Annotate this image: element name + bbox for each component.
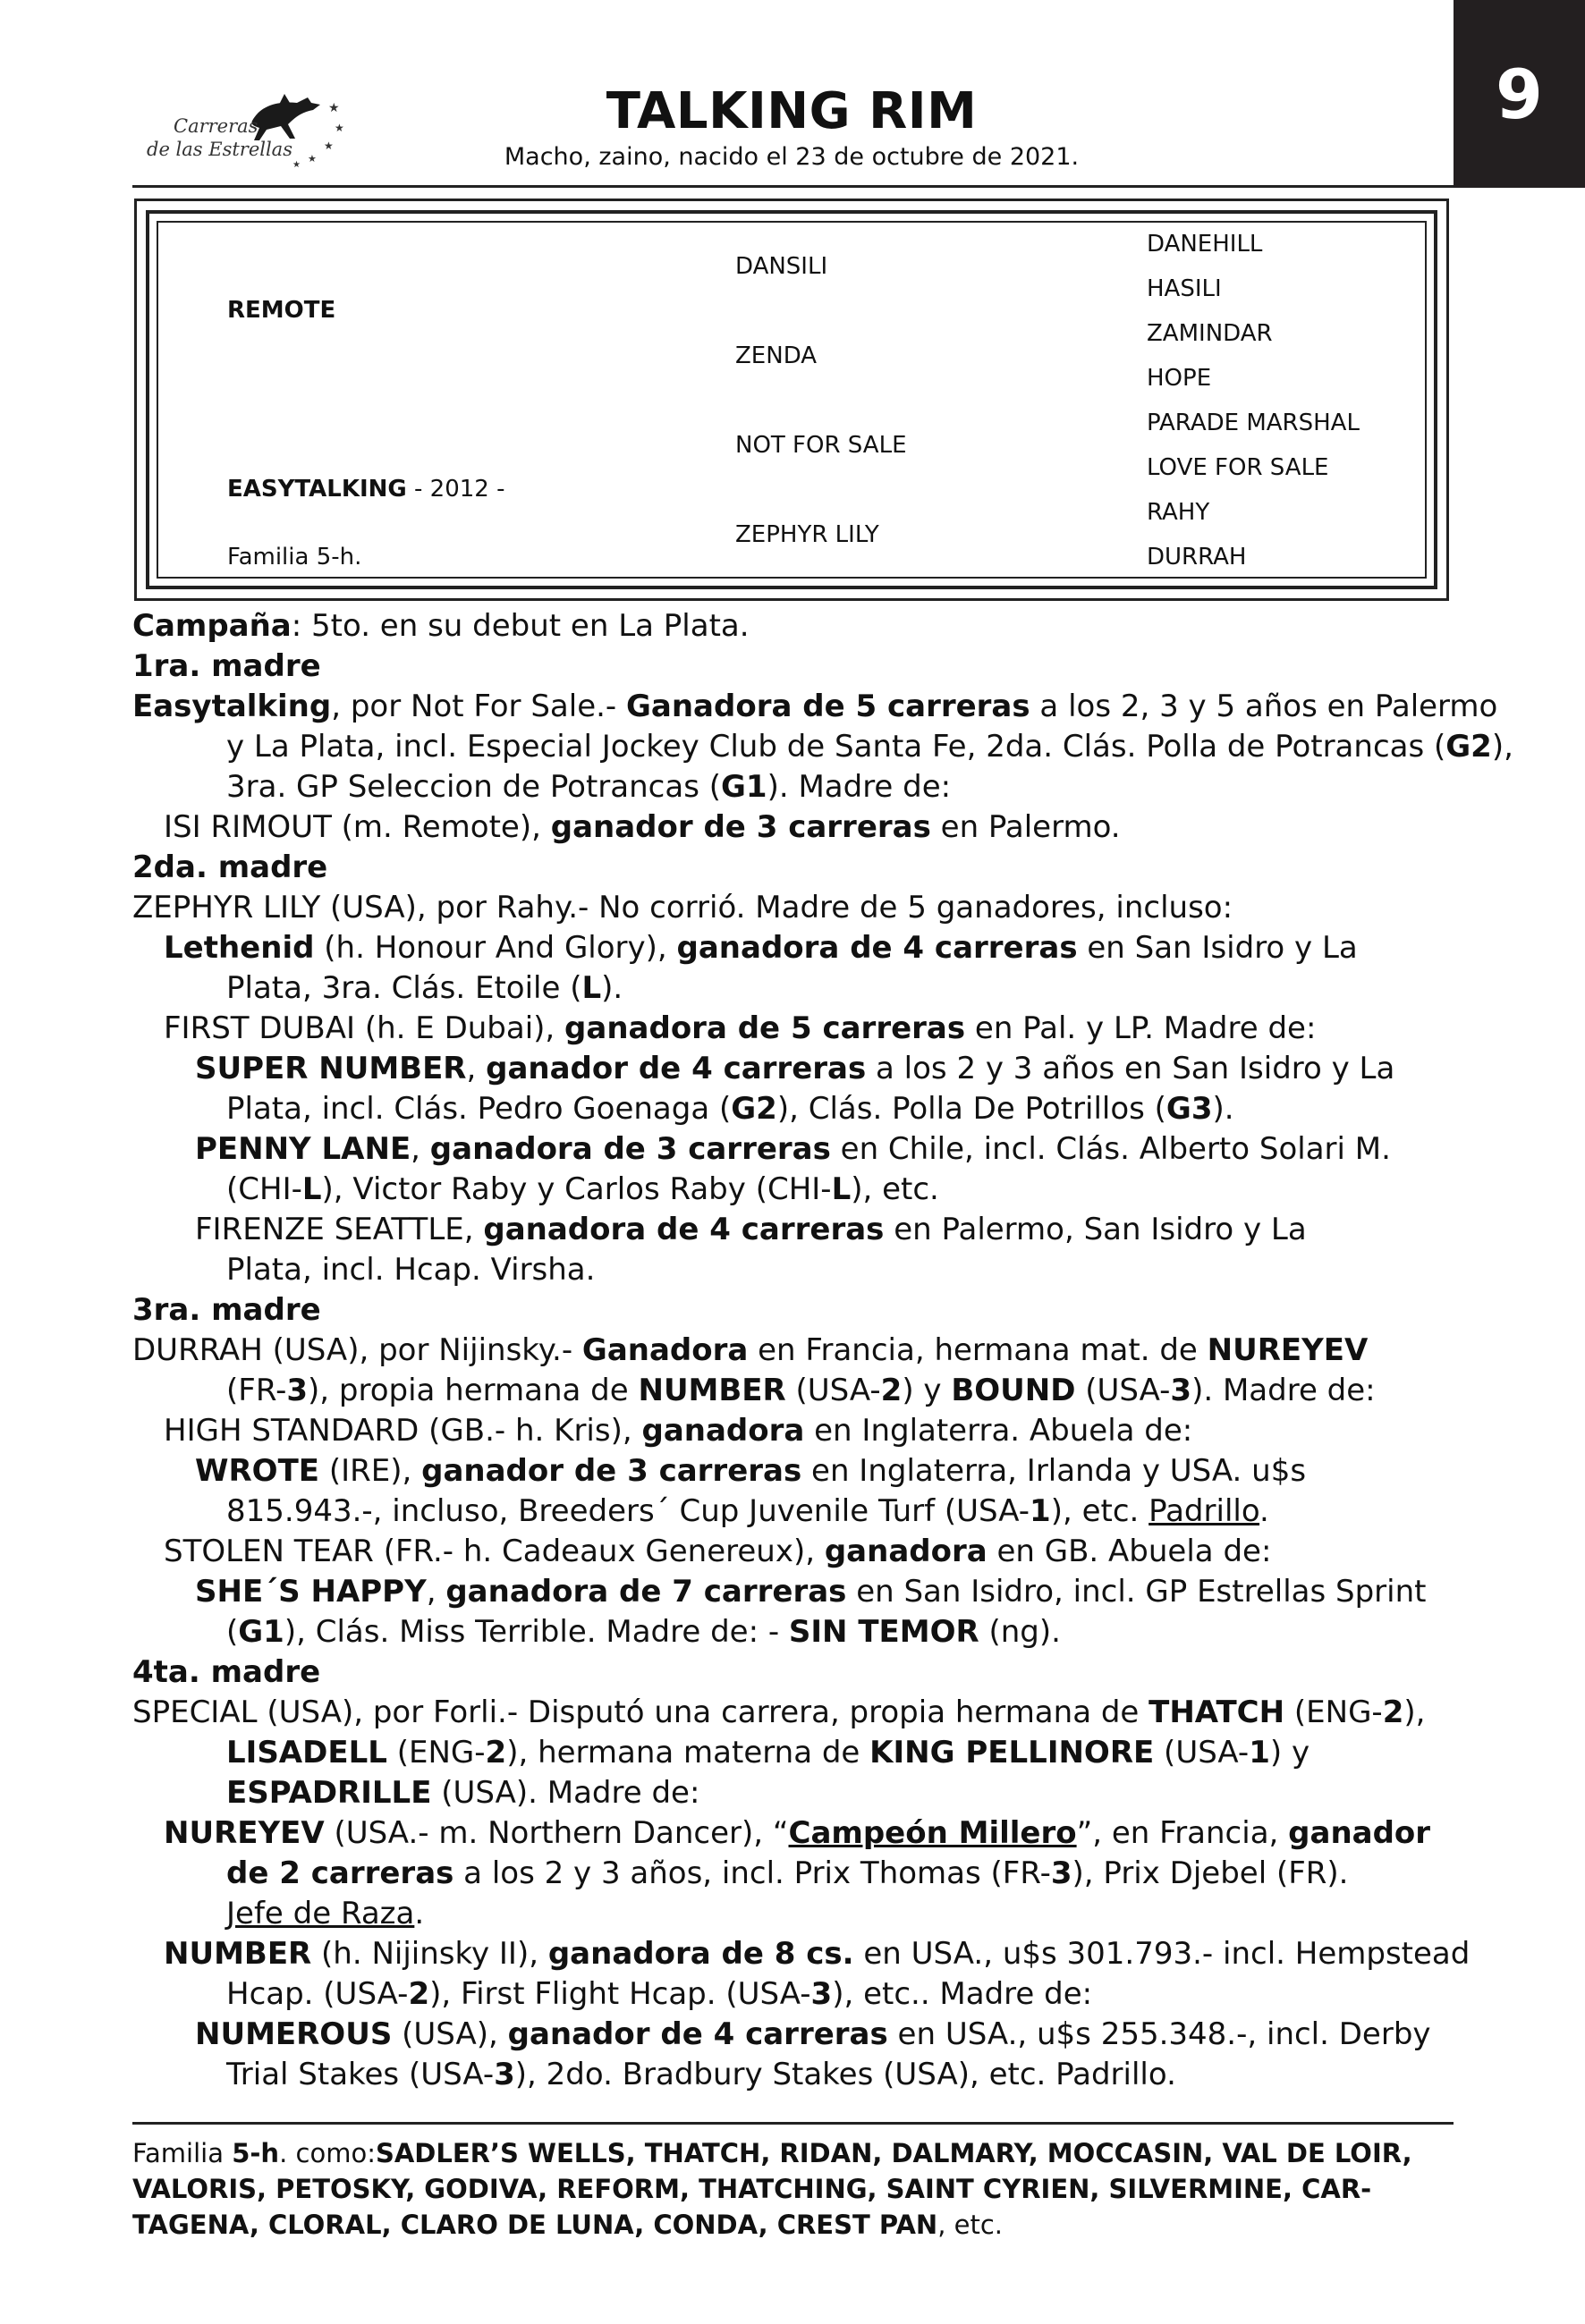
text-line: Jefe de Raza. <box>226 1896 425 1931</box>
header-divider <box>132 185 1454 188</box>
page-number-tab <box>1454 0 1585 188</box>
text-line: NUMBER (h. Nijinsky II), ganadora de 8 cs. en USA., u$s 301.793.- incl. Hempstead <box>164 1936 1471 1972</box>
footer-line: VALORIS, PETOSKY, GODIVA, REFORM, THATCHING, SAINT CYRIEN, SILVERMINE, CAR- <box>132 2174 1372 2204</box>
pedigree-great-grandparent: HOPE <box>1147 365 1212 392</box>
text-line: SHE´S HAPPY, ganadora de 7 carreras en San Isidro, incl. GP Estrellas Sprint <box>195 1574 1427 1610</box>
text-line: ESPADRILLE (USA). Madre de: <box>226 1775 700 1811</box>
pedigree-grandparent: ZEPHYR LILY <box>735 521 879 548</box>
text-line: FIRENZE SEATTLE, ganadora de 4 carreras en Palermo, San Isidro y La <box>195 1212 1307 1247</box>
text-line: (FR-3), propia hermana de NUMBER (USA-2) y BOUND (USA-3). Madre de: <box>226 1373 1376 1408</box>
text-line: 815.943.-, incluso, Breeders´ Cup Juvenile Turf (USA-1), etc. Padrillo. <box>226 1493 1269 1529</box>
pedigree-grandparent: DANSILI <box>735 253 828 280</box>
pedigree-great-grandparent: LOVE FOR SALE <box>1147 454 1329 481</box>
pedigree-great-grandparent: PARADE MARSHAL <box>1147 410 1360 436</box>
logo-text-line2: de las Estrellas <box>147 139 292 160</box>
pedigree-family: Familia 5-h. <box>227 544 362 570</box>
footer-divider <box>132 2122 1454 2125</box>
pedigree-grandparent: NOT FOR SALE <box>735 432 907 459</box>
text-line: NUREYEV (USA.- m. Northern Dancer), “Campeón Millero”, en Francia, ganador <box>164 1815 1431 1851</box>
text-line: SUPER NUMBER, ganador de 4 carreras a los 2 y 3 años en San Isidro y La <box>195 1051 1395 1086</box>
svg-text:★: ★ <box>308 153 317 165</box>
text-line: STOLEN TEAR (FR.- h. Cadeaux Genereux), ganadora en GB. Abuela de: <box>164 1534 1272 1569</box>
pedigree-great-grandparent: ZAMINDAR <box>1147 320 1273 347</box>
svg-text:★: ★ <box>324 139 334 152</box>
svg-text:★: ★ <box>292 160 301 170</box>
section-heading: 4ta. madre <box>132 1654 321 1690</box>
text-line: 3ra. GP Seleccion de Potrancas (G1). Madre de: <box>226 769 952 805</box>
footer-line: Familia 5-h. como:SADLER’S WELLS, THATCH, RIDAN, DALMARY, MOCCASIN, VAL DE LOIR, <box>132 2138 1412 2168</box>
text-line: Hcap. (USA-2), First Flight Hcap. (USA-3), etc.. Madre de: <box>226 1976 1093 2012</box>
text-line: ZEPHYR LILY (USA), por Rahy.- No corrió. Madre de 5 ganadores, incluso: <box>132 890 1233 925</box>
svg-text:★: ★ <box>335 122 344 134</box>
text-line: Trial Stakes (USA-3), 2do. Bradbury Stakes (USA), etc. Padrillo. <box>226 2057 1176 2092</box>
pedigree-sire: REMOTE <box>227 297 336 324</box>
text-line: de 2 carreras a los 2 y 3 años, incl. Prix Thomas (FR-3), Prix Djebel (FR). <box>226 1855 1349 1891</box>
text-line: Plata, incl. Clás. Pedro Goenaga (G2), Clás. Polla De Potrillos (G3). <box>226 1091 1234 1127</box>
horse-name: TALKING RIM <box>606 82 978 140</box>
svg-text:★: ★ <box>328 101 340 115</box>
page-number: 9 <box>1496 54 1543 134</box>
text-line: NUMEROUS (USA), ganador de 4 carreras en USA., u$s 255.348.-, incl. Derby <box>195 2016 1431 2052</box>
text-line: Plata, incl. Hcap. Virsha. <box>226 1252 596 1288</box>
text-line: WROTE (IRE), ganador de 3 carreras en Inglaterra, Irlanda y USA. u$s <box>195 1453 1307 1489</box>
pedigree-grandparent: ZENDA <box>735 342 818 369</box>
pedigree-great-grandparent: RAHY <box>1147 499 1210 526</box>
text-line: (CHI-L), Victor Raby y Carlos Raby (CHI-L), etc. <box>226 1171 939 1207</box>
logo <box>145 85 351 174</box>
section-heading: 1ra. madre <box>132 648 321 684</box>
section-heading: 2da. madre <box>132 849 328 885</box>
pedigree-dam: EASYTALKING - 2012 - <box>227 476 505 503</box>
horse-description: Macho, zaino, nacido el 23 de octubre de 2021. <box>504 143 1080 171</box>
text-line: Lethenid (h. Honour And Glory), ganadora de 4 carreras en San Isidro y La <box>164 930 1358 966</box>
text-line: PENNY LANE, ganadora de 3 carreras en Chile, incl. Clás. Alberto Solari M. <box>195 1131 1391 1167</box>
text-line: DURRAH (USA), por Nijinsky.- Ganadora en Francia, hermana mat. de NUREYEV <box>132 1332 1369 1368</box>
pedigree-great-grandparent: HASILI <box>1147 275 1222 302</box>
text-line: y La Plata, incl. Especial Jockey Club de Santa Fe, 2da. Clás. Polla de Potrancas (G2), <box>226 729 1513 765</box>
logo-text-line1: Carreras <box>174 115 259 137</box>
pedigree-great-grandparent: DURRAH <box>1147 544 1247 570</box>
text-line: ISI RIMOUT (m. Remote), ganador de 3 carreras en Palermo. <box>164 809 1121 845</box>
text-line: FIRST DUBAI (h. E Dubai), ganadora de 5 carreras en Pal. y LP. Madre de: <box>164 1010 1317 1046</box>
text-line: Plata, 3ra. Clás. Etoile (L). <box>226 970 623 1006</box>
campaign-line: Campaña: 5to. en su debut en La Plata. <box>132 608 750 644</box>
pedigree-great-grandparent: DANEHILL <box>1147 231 1263 258</box>
footer-line: TAGENA, CLORAL, CLARO DE LUNA, CONDA, CREST PAN, etc. <box>132 2210 1004 2240</box>
text-line: LISADELL (ENG-2), hermana materna de KING PELLINORE (USA-1) y <box>226 1735 1310 1770</box>
text-line: (G1), Clás. Miss Terrible. Madre de: - SIN TEMOR (ng). <box>226 1614 1061 1650</box>
text-line: HIGH STANDARD (GB.- h. Kris), ganadora en Inglaterra. Abuela de: <box>164 1413 1193 1449</box>
section-heading: 3ra. madre <box>132 1292 321 1328</box>
text-line: SPECIAL (USA), por Forli.- Disputó una carrera, propia hermana de THATCH (ENG-2), <box>132 1694 1426 1730</box>
text-line: Easytalking, por Not For Sale.- Ganadora de 5 carreras a los 2, 3 y 5 años en Palermo <box>132 689 1498 724</box>
